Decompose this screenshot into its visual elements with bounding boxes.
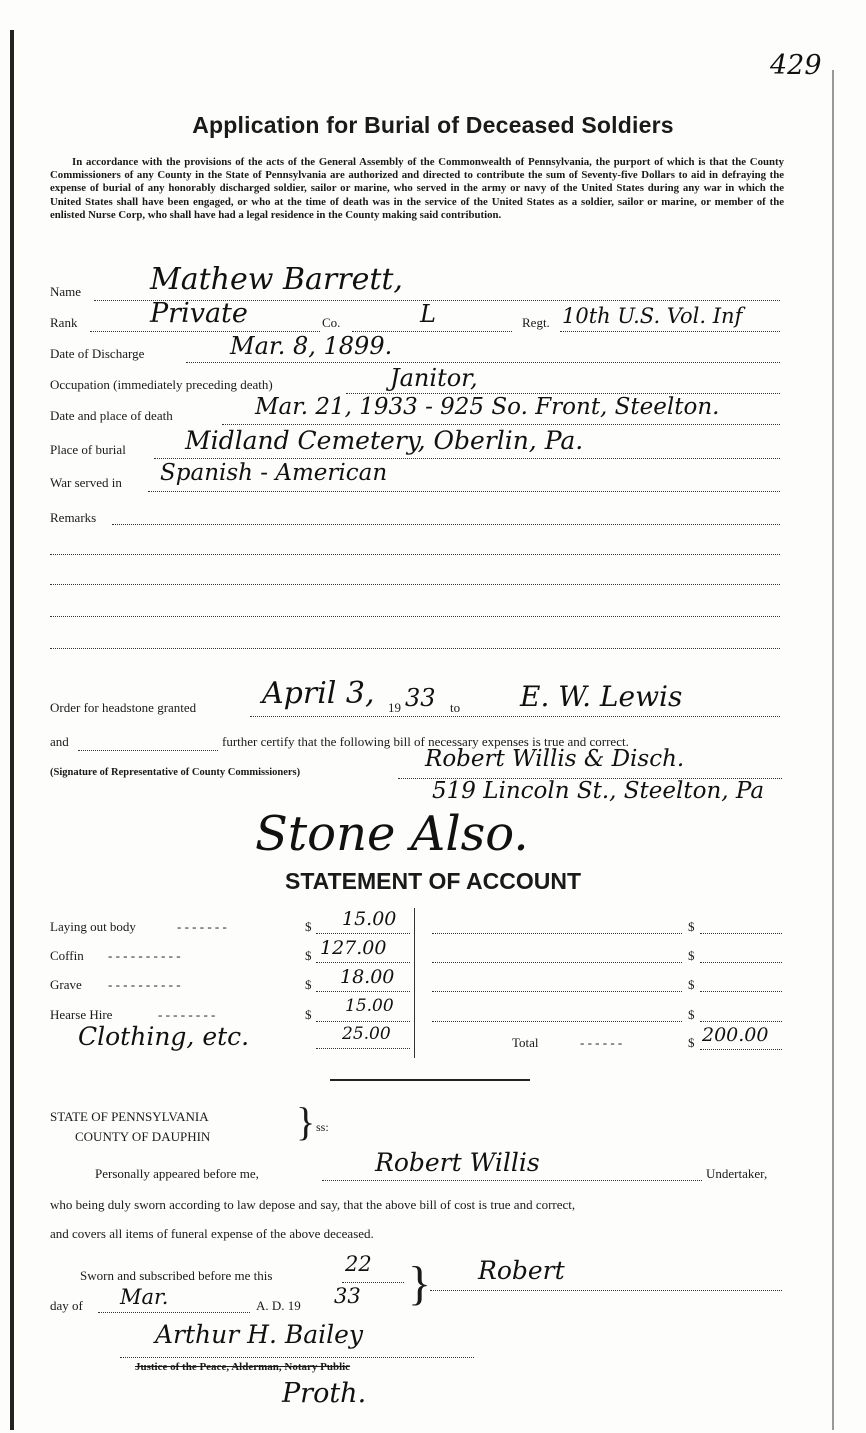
ad-year: 33 xyxy=(334,1284,361,1308)
death-line xyxy=(222,424,780,425)
intro-paragraph: In accordance with the provisions of the acts of the General Assembly of the Commonwealth of Pennsylvania, the purport of which is that the County Commissioners of any County in the State of Pennsylvania are authorized and directed to contribute the sum of Seventy-five Dollars to aid in defraying the expense of burial of any honorably discharged soldier, sailor or marine, who served in the army or navy of the United States during any war in which the United States shall have been engaged, or who at the time of death was in the service of the United States as a soldier, sailor or marine, or member of the enlisted Nurse Corp, who shall have had a legal residence in the County making said contribution. xyxy=(50,156,784,221)
total-line xyxy=(700,1049,782,1050)
remarks-label: Remarks xyxy=(50,510,97,525)
name-value: Mathew Barrett, xyxy=(150,262,403,297)
dollar-sign: $ xyxy=(305,977,312,992)
remarks-line xyxy=(50,648,780,649)
undertaker-label: Undertaker, xyxy=(706,1166,768,1181)
certify-text: further certify that the following bill of necessary expenses is true and correct. xyxy=(222,734,629,749)
undertaker-name: Robert Willis xyxy=(375,1148,540,1177)
stone-also-note: Stone Also. xyxy=(255,806,529,862)
co-value: L xyxy=(420,300,436,328)
dollar-sign: $ xyxy=(688,948,695,963)
discharge-value: Mar. 8, 1899. xyxy=(230,332,393,360)
official-title-struck: Justice of the Peace, Alderman, Notary Public xyxy=(135,1361,351,1373)
item-leader: - - - - - - - - xyxy=(158,1007,216,1022)
amount-line xyxy=(700,1021,782,1022)
death-label: Date and place of death xyxy=(50,408,173,423)
item-label: Hearse Hire xyxy=(50,1007,113,1022)
ss-label: ss: xyxy=(316,1120,329,1134)
amount-line xyxy=(700,933,782,934)
blank-item-line xyxy=(432,1021,682,1022)
war-value: Spanish - American xyxy=(160,460,388,486)
item-label: Coffin xyxy=(50,948,84,963)
war-line xyxy=(148,491,780,492)
left-page-edge xyxy=(10,30,14,1430)
remarks-line xyxy=(50,616,780,617)
item-amount: 18.00 xyxy=(340,966,395,988)
dollar-sign: $ xyxy=(688,919,695,934)
state-label: STATE OF PENNSYLVANIA xyxy=(50,1109,209,1124)
amount-line xyxy=(316,1048,410,1049)
amount-line xyxy=(316,1021,410,1022)
affidavit-line-3: and covers all items of funeral expense of the above deceased. xyxy=(50,1226,374,1241)
regt-label: Regt. xyxy=(522,315,550,330)
amount-line xyxy=(316,933,410,934)
column-divider xyxy=(414,908,415,1058)
affidavit-line-2: who being duly sworn according to law depose and say, that the above bill of cost is true and correct, xyxy=(50,1197,576,1212)
discharge-line xyxy=(186,362,780,363)
occupation-value: Janitor, xyxy=(390,364,478,392)
dollar-sign: $ xyxy=(688,977,695,992)
item-amount: 127.00 xyxy=(320,937,387,959)
headstone-label: Order for headstone granted xyxy=(50,700,197,715)
headstone-to-label: to xyxy=(450,700,461,715)
remarks-line xyxy=(50,584,780,585)
official-title-handwritten: Proth. xyxy=(282,1378,367,1409)
address-value: 519 Lincoln St., Steelton, Pa xyxy=(432,778,765,804)
form-title: Application for Burial of Deceased Soldiers xyxy=(192,112,674,138)
rank-value: Private xyxy=(150,298,248,329)
undertaker-signature: Robert xyxy=(478,1256,565,1285)
remarks-line xyxy=(112,524,780,525)
item-amount: 15.00 xyxy=(342,908,397,930)
dollar-sign: $ xyxy=(688,1007,695,1022)
war-label: War served in xyxy=(50,475,122,490)
total-value: 200.00 xyxy=(702,1024,769,1046)
section-divider xyxy=(330,1079,530,1081)
statement-title: STATEMENT OF ACCOUNT xyxy=(285,868,581,894)
month-value: Mar. xyxy=(120,1285,169,1309)
item-label: Laying out body xyxy=(50,919,136,934)
and-label: and xyxy=(50,734,69,749)
item-label: Grave xyxy=(50,977,82,992)
total-label: Total xyxy=(512,1035,539,1050)
co-label: Co. xyxy=(322,315,341,330)
and-line xyxy=(78,750,218,751)
item-amount: 25.00 xyxy=(342,1024,391,1044)
amount-line xyxy=(316,962,410,963)
burial-line xyxy=(154,458,780,459)
burial-value: Midland Cemetery, Oberlin, Pa. xyxy=(185,426,584,455)
headstone-year-prefix: 19 xyxy=(388,700,401,715)
blank-item-line xyxy=(432,933,682,934)
sworn-day-line xyxy=(342,1282,404,1283)
day-of-label: day of xyxy=(50,1298,83,1313)
item-leader: - - - - - - - xyxy=(177,919,227,934)
amount-line xyxy=(700,991,782,992)
official-signature-line xyxy=(120,1357,474,1358)
appeared-label: Personally appeared before me, xyxy=(95,1166,259,1181)
brace: } xyxy=(408,1257,432,1310)
burial-label: Place of burial xyxy=(50,442,126,457)
headstone-date: April 3, xyxy=(262,676,375,711)
brace: } xyxy=(296,1099,316,1144)
discharge-label: Date of Discharge xyxy=(50,346,145,361)
headstone-to-value: E. W. Lewis xyxy=(520,680,683,713)
ad-label: A. D. 19 xyxy=(256,1298,301,1313)
item-amount: 15.00 xyxy=(345,996,394,1016)
regt-value: 10th U.S. Vol. Inf xyxy=(562,304,743,328)
occupation-label: Occupation (immediately preceding death) xyxy=(50,377,273,392)
county-label: COUNTY OF DAUPHIN xyxy=(75,1129,211,1144)
headstone-year: 33 xyxy=(405,684,436,712)
signature-value: Robert Willis & Disch. xyxy=(425,746,685,772)
signature-caption: (Signature of Representative of County Commissioners) xyxy=(50,767,301,778)
item-leader: - - - - - - - - - - xyxy=(108,977,181,992)
rank-label: Rank xyxy=(50,315,78,330)
sworn-day: 22 xyxy=(345,1252,372,1276)
undertaker-signature-line xyxy=(430,1290,782,1291)
dollar-sign: $ xyxy=(305,1007,312,1022)
dollar-sign: $ xyxy=(305,948,312,963)
regt-line xyxy=(560,331,780,332)
death-value: Mar. 21, 1933 - 925 So. Front, Steelton. xyxy=(255,394,720,420)
dollar-sign: $ xyxy=(305,919,312,934)
dollar-sign: $ xyxy=(688,1035,695,1050)
item-leader: - - - - - - - - - - xyxy=(108,948,181,963)
amount-line xyxy=(700,962,782,963)
remarks-line xyxy=(50,554,780,555)
sworn-label: Sworn and subscribed before me this xyxy=(80,1268,273,1283)
total-leader: - - - - - - xyxy=(580,1035,623,1050)
appeared-line xyxy=(322,1180,702,1181)
blank-item-line xyxy=(432,991,682,992)
item-label-handwritten: Clothing, etc. xyxy=(78,1022,250,1051)
page-number: 429 xyxy=(770,50,822,81)
amount-line xyxy=(316,991,410,992)
official-signature: Arthur H. Bailey xyxy=(155,1320,364,1349)
blank-item-line xyxy=(432,962,682,963)
name-label: Name xyxy=(50,284,82,299)
right-page-edge xyxy=(832,70,834,1430)
month-line xyxy=(98,1312,250,1313)
headstone-line xyxy=(250,716,780,717)
